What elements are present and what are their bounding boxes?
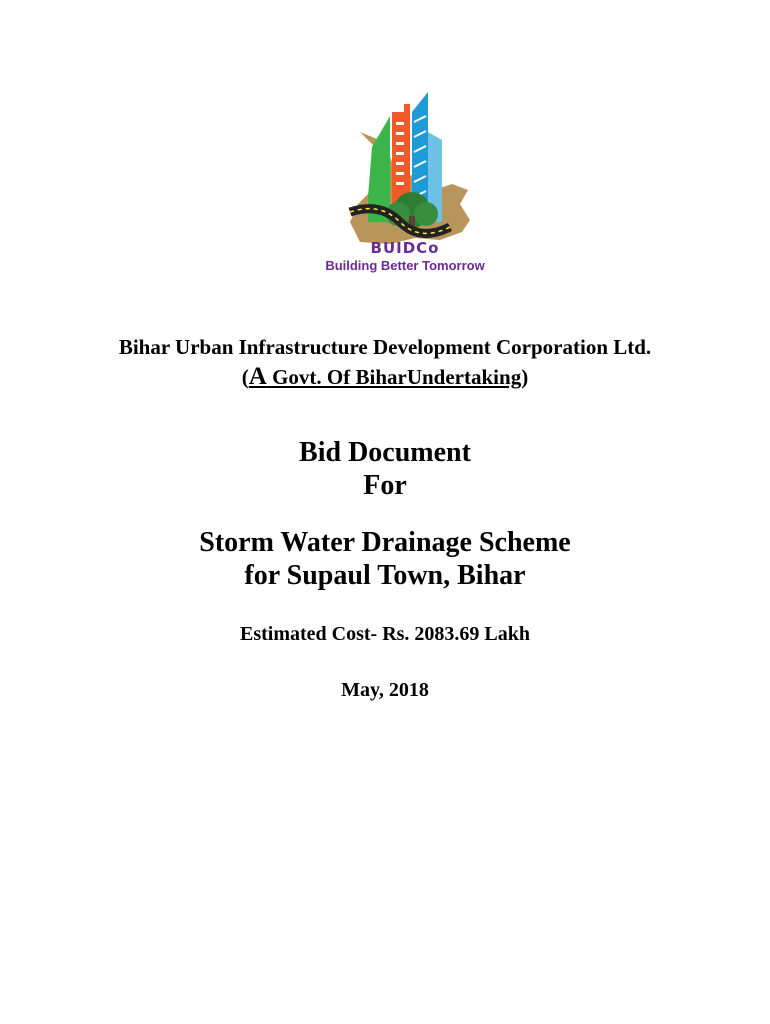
title-line-2: For	[363, 470, 407, 501]
project-title	[0, 526, 770, 592]
buidco-logo	[320, 92, 490, 282]
project-line-2: for Supaul Town, Bihar	[244, 560, 526, 591]
document-title	[0, 436, 770, 502]
title-line-1: Bid Document	[299, 437, 471, 468]
logo-tagline: Building Better Tomorrow	[325, 258, 485, 273]
subtitle-open-paren: (	[241, 365, 249, 389]
estimated-cost: Estimated Cost- Rs. 2083.69 Lakh	[239, 623, 531, 645]
organization-subtitle	[0, 363, 770, 391]
subtitle-underlined	[249, 365, 521, 389]
document-date: May, 2018	[341, 679, 429, 701]
logo-emblem-text: BUIDCo	[370, 239, 440, 257]
subtitle-first-letter: A	[248, 363, 267, 390]
subtitle-close-paren: )	[521, 365, 529, 389]
subtitle-rest: Govt. Of BiharUndertaking	[266, 365, 522, 389]
organization-name: Bihar Urban Infrastructure Development Corporation Ltd.	[118, 335, 652, 359]
project-line-1: Storm Water Drainage Scheme	[199, 527, 571, 558]
